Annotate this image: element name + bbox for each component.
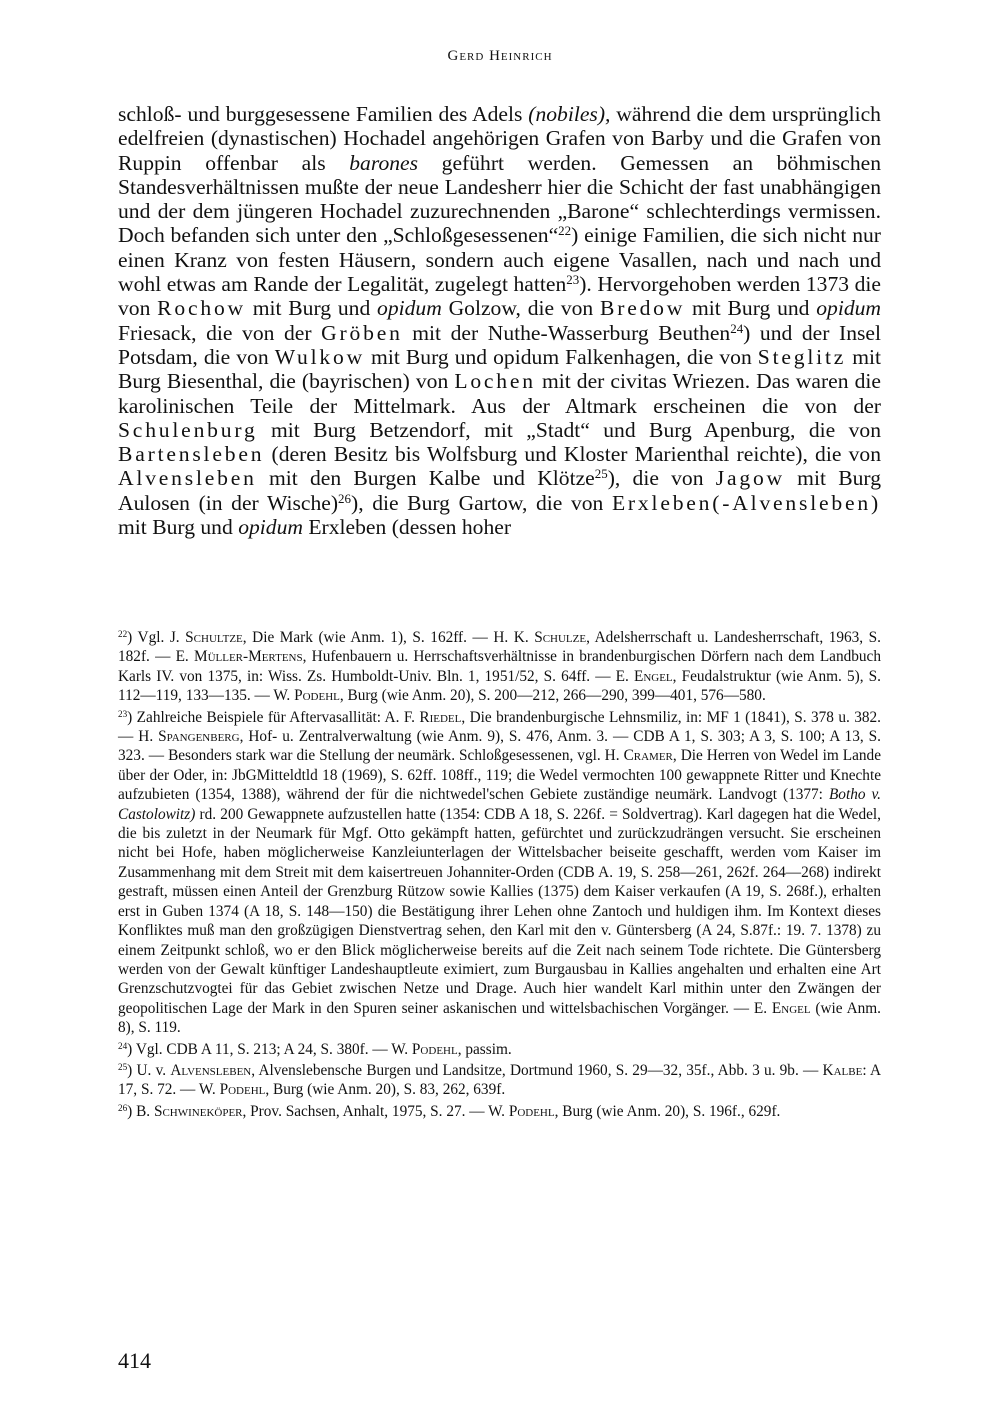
footnote-26 xyxy=(118,1102,881,1121)
author-name: Engel xyxy=(771,999,811,1017)
author-name: Alvensleben xyxy=(170,1061,252,1079)
text-run: Erxleben (dessen hoher xyxy=(302,515,512,540)
italic-term: opidum xyxy=(238,515,303,540)
text-run: mit Burg und xyxy=(245,296,378,321)
footnote-ref: 23 xyxy=(566,271,580,287)
footnote-ref: 22 xyxy=(558,223,572,239)
footnote-ref: 24 xyxy=(730,320,744,336)
text-run: ), die von xyxy=(607,466,716,491)
footnote-number: 25 xyxy=(118,1061,128,1072)
main-text xyxy=(118,102,881,539)
family-name: Wulkow xyxy=(274,344,365,369)
running-head: Gerd Heinrich xyxy=(447,48,553,64)
text-run: , Feudalstruktur (wie Anm. 5), S. 112—119, 133—135. — W. xyxy=(118,667,881,705)
author-name: Riedel xyxy=(419,708,462,726)
author-name: Schultze xyxy=(185,629,243,646)
family-name: Gröben xyxy=(321,320,403,345)
family-name: Bredow xyxy=(600,296,686,321)
text-run: während die dem ursprünglich edelfreien (dynastischen) Hochadel angehörigen Grafen von Barby und die Grafen von Ruppin offenbar als xyxy=(118,102,881,175)
text-run: , Prov. Sachsen, Anhalt, 1975, S. 27. — W. xyxy=(242,1102,509,1120)
footnote-number: 26 xyxy=(118,1102,128,1113)
text-run: , Burg (wie Anm. 20), S. 196f., 629f. xyxy=(554,1102,781,1120)
italic-term: (nobiles), xyxy=(528,102,611,126)
text-run: ) U. v. xyxy=(127,1061,171,1079)
author-name: Schwineköper xyxy=(153,1102,243,1120)
family-name: Jagow xyxy=(715,466,785,491)
text-run: (deren Besitz bis Wolfsburg und Kloster Marienthal reichte), die von xyxy=(264,442,881,467)
text-run: , Burg (wie Anm. 20), S. 200—212, 266—290, 399—401, 576—580. xyxy=(339,687,766,705)
text-run: mit den Burgen Kalbe und Klötze xyxy=(256,466,595,491)
footnotes xyxy=(118,628,881,1123)
text-run: mit Burg und xyxy=(118,515,239,540)
text-run: ) Vgl. CDB A 11, S. 213; A 24, S. 380f. — W. xyxy=(127,1040,412,1058)
italic-term: barones xyxy=(349,150,419,175)
italic-term: opidum xyxy=(377,296,442,321)
page-number: 414 xyxy=(118,1348,151,1373)
text-run: ), die Burg Gartow, die von xyxy=(351,490,612,515)
family-name: Lochen xyxy=(454,369,536,394)
text-run: , Burg (wie Anm. 20), S. 83, 262, 639f. xyxy=(265,1081,506,1099)
text-run: schloß- und burggesessene Familien des Adels xyxy=(118,102,529,126)
text-run: Friesack, die von der xyxy=(118,320,322,345)
author-name: Müller-Mertens xyxy=(193,648,303,666)
text-run: mit Burg Aulosen (in der Wische) xyxy=(118,466,881,515)
author-name: Podehl xyxy=(219,1081,266,1099)
footnote-ref: 25 xyxy=(594,466,608,482)
text-run: ). Hervorgehoben werden 1373 die von xyxy=(118,272,881,321)
italic-term: opidum xyxy=(816,296,882,321)
text-run: , Die brandenburgische Lehnsmiliz, in: MF 1 (1841), S. 378 u. 382. — H. xyxy=(118,708,881,746)
family-name: Erxleben(-Alvensleben) xyxy=(611,490,881,515)
text-run: geführt werden. Gemessen an böhmischen Standesverhältnissen mußte der neue Landesherr hier die Schicht der fast unabhängigen und der dem jüngeren Hochadel zuzurechnenden „Barone“ schlechterdings vermissen. Doch befanden sich unter den „Schloßgesessenen“ xyxy=(118,150,882,248)
text-run: Golzow, die von xyxy=(441,296,600,321)
text-run: ) B. xyxy=(127,1102,154,1120)
text-run: mit der civitas Wriezen. Das waren die karolinischen Teile der Mittelmark. Aus der Altmark erscheinen die von der xyxy=(118,369,881,418)
text-run: mit Burg Betzendorf, mit „Stadt“ und Burg Apenburg, die von xyxy=(257,417,881,442)
text-run: mit Burg Biesenthal, die (bayrischen) von xyxy=(118,344,881,394)
footnote-number: 24 xyxy=(118,1040,128,1051)
text-run: ) und der Insel Potsdam, die von xyxy=(118,320,881,369)
text-run: , passim. xyxy=(457,1040,512,1058)
author-name: Podehl xyxy=(508,1102,555,1120)
text-run: , Alvenslebensche Burgen und Landsitze, Dortmund 1960, S. 29—32, 35f., Abb. 3 u. 9b. — xyxy=(251,1061,823,1079)
author-name: Engel xyxy=(633,667,673,685)
text-run: , Adelsherrschaft u. Landesherrschaft, 1963, S. 182f. — E. xyxy=(118,629,882,666)
family-name: Alvensleben xyxy=(118,466,257,491)
text-run: rd. 200 Gewappnete aufzustellen hatte (1354: CDB A 18, S. 226f. = Soldvertrag). Karl dagegen hat die Wedel, die bis zuletzt in der Neumark für Mgf. Otto gekämpft hatten, gefürchtet und zurückzudrängen versucht. Sie erscheinen nicht bei Hofe, haben möglicherweise Kanzleiunterlagen der Wittelsbacher beiseite geschafft, werden vom Kaiser im Zusammenhang mit dem Streit mit dem kaisertreuen Johanniter-Orden (CDB A. 19, S. 258—261, 262f. 264—268) indirekt gestraft, müssen einen Anteil der Grenzburg Rützow sowie Kallies (1375) dem Kaiser verkaufen (A 19, S. 268f.), erhalten erst in Guben 1374 (A 18, S. 148—150) die Bestätigung ihrer Lehen ohne Zantoch und huldigen ihm. Im Kontext dieses Konfliktes muß man den großzügigen Dienstvertrag sehen, den Karl mit den v. Güntersberg (A 24, S.87f.: 19. 7. 1378) zu einem Zeitpunkt schloß, wo er den Blick möglicherweise bereits auf die Zeit nach seinem Tode richtete. Die Güntersberg werden von der Gewalt künftiger Landeshauptleute eximiert, zum Burgausbau in Kallies angehalten und erhalten eine Art Grenzschutzvogtei für das Gebiet zwischen Netze und Drage. Auch hier wandelt Karl mithin unter den Zwängen der geopolitischen Lage der Mark in den Spuren seiner askanischen und wittelsbachischen Vorgänger. — E. xyxy=(118,805,881,1017)
footnote-number: 23 xyxy=(118,708,128,719)
family-name: Rochow xyxy=(157,296,246,321)
place-name: Kalbe xyxy=(822,1061,863,1079)
text-run: , Hof- u. Zentralverwaltung (wie Anm. 9), S. 476, Anm. 3. — CDB A 1, S. 303; A 3, S. 100; A 13, S. 323. — Besonders stark war die Stellung der neumärk. Schloßgesessenen, vgl. H. xyxy=(118,728,881,765)
family-name: Bartensleben xyxy=(118,442,265,467)
text-run: , Die Herren von Wedel im Lande über der Oder, in: JbGMitteldtld 18 (1969), S. 62ff. 108ff., 119; die Wedel vermochten 100 gewappnete Ritter und Knechte aufzubieten (1354, 1388), während der für die nichtwedel'schen Gebiete zuständige neumärk. Landvogt (1377: xyxy=(118,747,881,804)
footnote-24 xyxy=(118,1040,881,1059)
author-name: Cramer xyxy=(623,747,673,765)
text-run: mit der Nuthe-Wasserburg Beuthen xyxy=(402,320,731,345)
text-run: ) Zahlreiche Beispiele für Aftervasallität: A. F. xyxy=(127,708,420,726)
text-run: (wie Anm. 8), S. 119. xyxy=(118,999,882,1037)
author-name: Podehl xyxy=(294,687,340,705)
text-run: : A 17, S. 72. — W. xyxy=(118,1061,881,1099)
italic-term: Botho v. Castolowitz) xyxy=(118,786,881,823)
author-name: Schulze xyxy=(534,629,587,646)
footnote-25 xyxy=(118,1061,881,1100)
family-name: Schulenburg xyxy=(118,417,258,442)
author-name: Spangenberg xyxy=(158,728,240,746)
family-name: Steglitz xyxy=(757,344,847,369)
footnote-23 xyxy=(118,708,881,1038)
text-run: ) Vgl. J. xyxy=(127,629,186,646)
footnote-number: 22 xyxy=(118,628,128,639)
footnote-22 xyxy=(118,628,881,706)
text-run: , Die Mark (wie Anm. 1), S. 162ff. — H. K. xyxy=(242,629,535,646)
text-run: mit Burg und xyxy=(685,296,817,321)
text-run: mit Burg und opidum Falkenhagen, die von xyxy=(365,344,758,369)
footnote-ref: 26 xyxy=(338,490,351,506)
author-name: Podehl xyxy=(411,1040,458,1058)
text-run: , Hufenbauern u. Herrschaftsverhältnisse in brandenburgischen Dörfern nach dem Landbuch Karls IV. von 1375, in: Wiss. Zs. Humboldt-Univ. Bln. 1, 1951/52, S. 64ff. — E. xyxy=(118,648,881,685)
main-paragraph xyxy=(118,102,881,539)
text-run: ) einige Familien, die sich nicht nur einen Kranz von festen Häusern, sondern auch eigene Vasallen, nach und nach und wohl etwas am Rande der Legalität, zugelegt hatten xyxy=(118,223,881,297)
